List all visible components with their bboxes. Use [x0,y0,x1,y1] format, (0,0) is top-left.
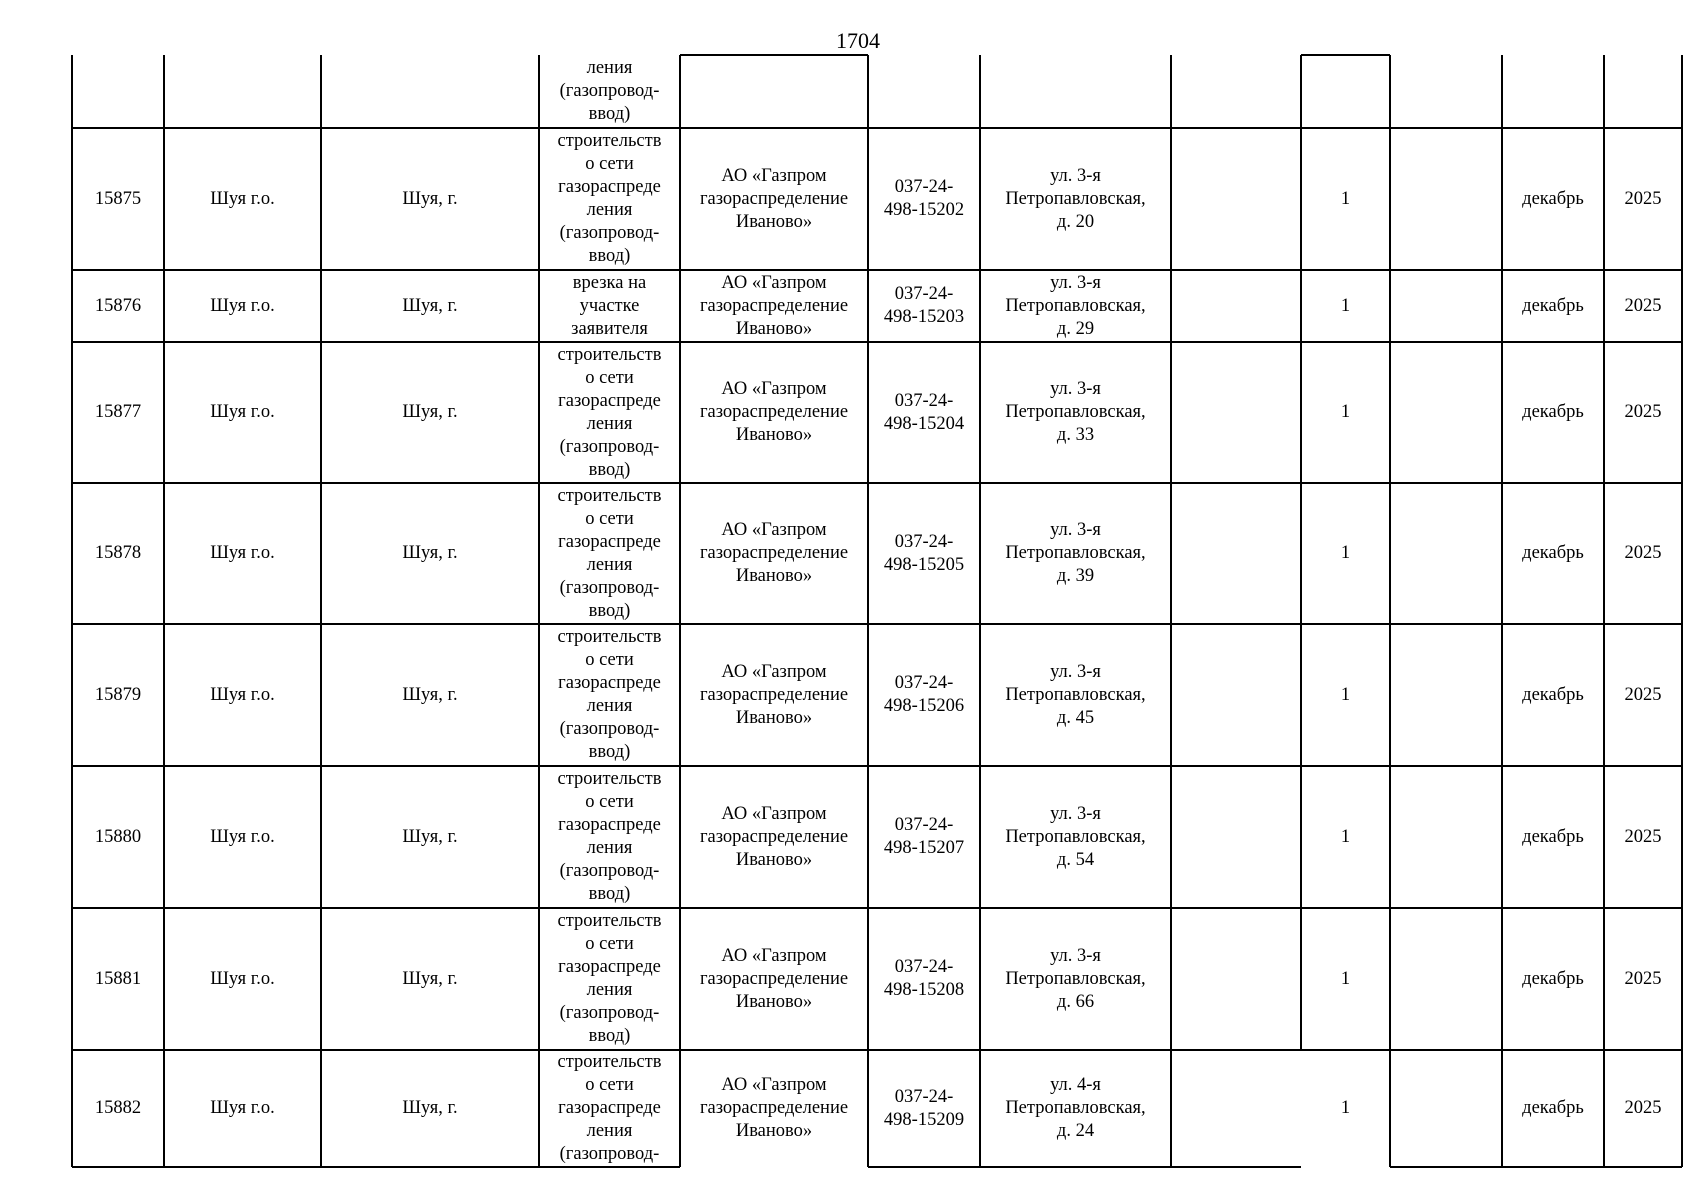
table-horizontal-rule [1390,1166,1682,1168]
district-cell: Шуя г.о. [210,684,275,705]
table-row-continuation [0,55,1697,128]
locality-cell: Шуя, г. [402,543,458,563]
table-vertical-rule [538,55,540,1167]
quantity-cell: 1 [1340,968,1351,989]
quantity-cell: 1 [1340,295,1351,316]
work-type-cell: ления (газопровод- ввод) [559,58,660,124]
table-horizontal-rule [72,269,1682,271]
code-cell: 037-24- 498-15207 [883,815,965,858]
empty-cell [1390,908,1502,1050]
table-vertical-rule [320,55,322,1167]
quantity-cell [1301,55,1390,128]
work-type-cell: строительств о сети газораспреде ления (газопровод- ввод) [557,485,662,621]
table-vertical-rule [1300,55,1302,1050]
code-cell: 037-24- 498-15208 [883,957,965,1000]
table-row [0,1050,1697,1167]
table-horizontal-rule [72,765,1682,767]
empty-cell [1171,1050,1301,1167]
locality-cell: Шуя, г. [402,826,458,847]
empty-cell [1171,342,1301,483]
quantity-cell: 1 [1340,826,1351,847]
district-cell: Шуя г.о. [210,543,275,563]
address-cell: ул. 3-я Петропавловская, д. 20 [1005,165,1146,232]
code-cell: 037-24- 498-15204 [883,390,965,434]
work-type-cell: строительств о сети газораспреде ления (газопровод- ввод) [557,344,662,480]
data-table [0,55,1697,1165]
table-vertical-rule [71,55,73,1167]
organization-cell: АО «Газпром газораспределение Иваново» [699,945,849,1012]
row-number: 15875 [94,188,142,209]
district-cell: Шуя г.о. [210,826,275,847]
empty-cell [1171,270,1301,342]
table-horizontal-rule [72,127,1682,129]
table-horizontal-rule [868,1166,1301,1168]
row-number: 15878 [94,543,142,563]
table-vertical-rule [1603,55,1605,1167]
table-vertical-rule [1681,55,1683,1167]
row-number: 15877 [94,402,142,422]
organization-cell [680,55,868,128]
table-horizontal-rule [72,907,1682,909]
table-row [0,624,1697,766]
table-vertical-rule [1389,55,1391,1167]
row-number: 15882 [94,1098,142,1118]
organization-cell: АО «Газпром газораспределение Иваново» [699,272,849,339]
month-cell: декабрь [1522,968,1584,989]
code-cell: 037-24- 498-15202 [883,177,965,220]
month-cell: декабрь [1522,684,1584,705]
table-horizontal-rule [680,54,868,56]
work-type-cell: строительств о сети газораспреде ления (газопровод- ввод) [557,769,662,904]
work-type-cell: строительств о сети газораспреде ления (газопровод- ввод) [557,627,662,762]
district-cell: Шуя г.о. [210,402,275,422]
year-cell: 2025 [1624,968,1662,989]
quantity-cell: 1 [1340,684,1351,705]
organization-cell: АО «Газпром газораспределение Иваново» [699,520,849,586]
address-cell: ул. 3-я Петропавловская, д. 45 [1005,661,1146,728]
table-row [0,270,1697,342]
table-horizontal-rule [72,341,1682,343]
table-horizontal-rule [72,1049,1682,1051]
table-vertical-rule [1170,55,1172,1167]
work-type-cell: строительств о сети газораспреде ления (газопровод- ввод) [557,131,662,266]
year-cell: 2025 [1624,402,1662,422]
district-cell: Шуя г.о. [210,1098,275,1118]
table-vertical-rule [1501,55,1503,1167]
empty-cell [1390,483,1502,624]
code-cell: 037-24- 498-15205 [883,531,965,575]
empty-cell [1171,483,1301,624]
code-cell [868,55,980,128]
empty-cell [1171,55,1301,128]
work-type-cell: строительств о сети газораспреде ления (газопровод- ввод) [557,911,662,1046]
empty-cell [1171,128,1301,270]
work-type-cell: строительств о сети газораспреде ления (газопровод- [557,1052,662,1164]
organization-cell: АО «Газпром газораспределение Иваново» [699,379,849,445]
empty-cell [1390,128,1502,270]
table-vertical-rule [867,55,869,1167]
locality-cell: Шуя, г. [402,402,458,422]
locality-cell: Шуя, г. [402,295,458,316]
empty-cell [1390,1050,1502,1167]
organization-cell: АО «Газпром газораспределение Иваново» [699,165,849,232]
code-cell: 037-24- 498-15209 [883,1086,965,1130]
locality-cell: Шуя, г. [402,968,458,989]
district-cell: Шуя г.о. [210,188,275,209]
year-cell [1604,55,1682,128]
quantity-cell: 1 [1340,1098,1351,1118]
empty-cell [1171,766,1301,908]
empty-cell [1390,342,1502,483]
quantity-cell: 1 [1340,188,1351,209]
row-number: 15880 [94,826,142,847]
quantity-cell: 1 [1340,543,1351,563]
organization-cell: АО «Газпром газораспределение Иваново» [699,661,849,728]
year-cell: 2025 [1624,1098,1662,1118]
table-horizontal-rule [72,482,1682,484]
table-row [0,908,1697,1050]
table-vertical-rule [679,55,681,1167]
month-cell: декабрь [1522,1098,1584,1118]
district-cell: Шуя г.о. [210,968,275,989]
organization-cell: АО «Газпром газораспределение Иваново» [699,1075,849,1141]
work-type-cell: врезка на участке заявителя [571,272,648,339]
code-cell: 037-24- 498-15206 [883,673,965,716]
table-row [0,766,1697,908]
table-row [0,342,1697,483]
locality-cell: Шуя, г. [402,188,458,209]
month-cell: декабрь [1522,188,1584,209]
month-cell: декабрь [1522,543,1584,563]
page-number: 1704 [836,28,880,53]
district-cell: Шуя г.о. [210,295,275,316]
row-number [72,55,164,128]
address-cell: ул. 3-я Петропавловская, д. 54 [1005,803,1146,870]
table-vertical-rule [979,55,981,1167]
month-cell: декабрь [1522,402,1584,422]
empty-cell [1390,624,1502,766]
row-number: 15876 [94,295,142,316]
table-row [0,128,1697,270]
district-cell [164,55,321,128]
month-cell [1502,55,1604,128]
code-cell: 037-24- 498-15203 [883,284,965,327]
empty-cell [1171,624,1301,766]
address-cell [980,55,1171,128]
empty-cell [1390,270,1502,342]
empty-cell [1390,766,1502,908]
month-cell: декабрь [1522,295,1584,316]
year-cell: 2025 [1624,684,1662,705]
year-cell: 2025 [1624,188,1662,209]
organization-cell: АО «Газпром газораспределение Иваново» [699,803,849,870]
locality-cell: Шуя, г. [402,1098,458,1118]
quantity-cell: 1 [1340,402,1351,422]
table-row [0,483,1697,624]
year-cell: 2025 [1624,826,1662,847]
address-cell: ул. 3-я Петропавловская, д. 29 [1005,272,1146,339]
row-number: 15881 [94,968,142,989]
empty-cell [1390,55,1502,128]
year-cell: 2025 [1624,295,1662,316]
address-cell: ул. 3-я Петропавловская, д. 66 [1005,945,1146,1012]
empty-cell [1171,908,1301,1050]
year-cell: 2025 [1624,543,1662,563]
table-horizontal-rule [72,1166,680,1168]
locality-cell [321,55,539,128]
locality-cell: Шуя, г. [402,684,458,705]
month-cell: декабрь [1522,826,1584,847]
table-horizontal-rule [72,623,1682,625]
table-horizontal-rule [1301,54,1390,56]
row-number: 15879 [94,684,142,705]
address-cell: ул. 4-я Петропавловская, д. 24 [1005,1075,1146,1141]
address-cell: ул. 3-я Петропавловская, д. 39 [1005,520,1146,586]
table-vertical-rule [163,55,165,1167]
address-cell: ул. 3-я Петропавловская, д. 33 [1005,379,1146,445]
